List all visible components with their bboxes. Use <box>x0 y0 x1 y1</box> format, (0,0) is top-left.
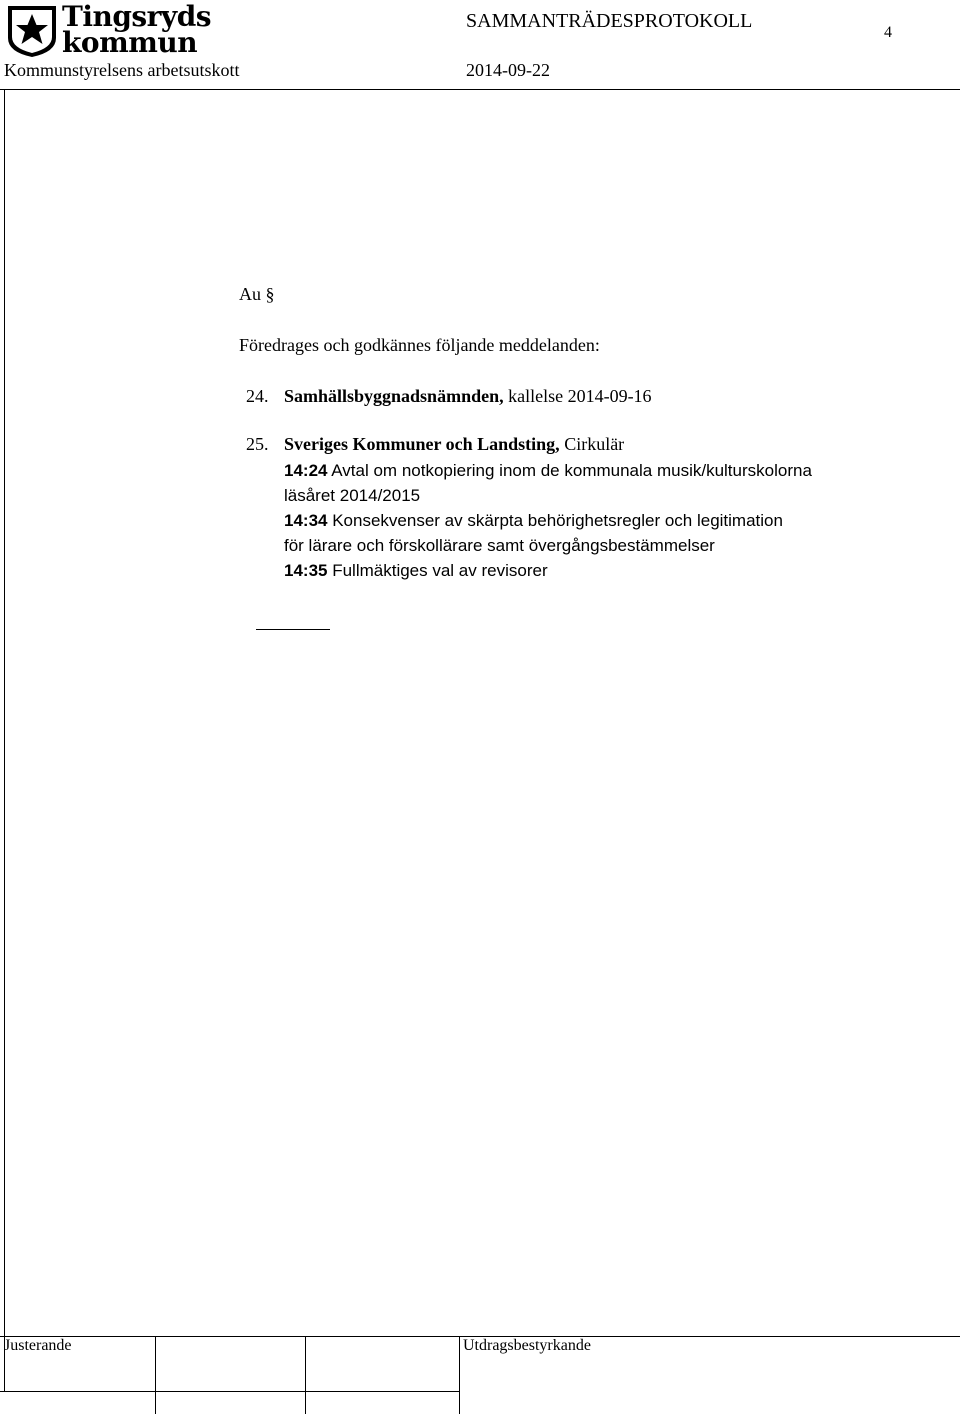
item-sender: Samhällsbyggnadsnämnden, <box>284 386 504 406</box>
signature-box-divider <box>305 1336 306 1414</box>
circular-code: 14:34 <box>284 511 328 530</box>
item-number: 25. <box>246 434 269 454</box>
section-heading: Au § <box>239 284 275 304</box>
document-title: SAMMANTRÄDESPROTOKOLL <box>466 10 753 32</box>
logo-wordmark-line1: Tingsryds <box>62 0 212 33</box>
signature-box-divider <box>459 1336 460 1414</box>
circular-item <box>284 461 812 481</box>
left-margin-line <box>4 89 5 1392</box>
intro-text: Föredrages och godkännes följande meddelanden: <box>239 335 600 355</box>
circular-code: 14:35 <box>284 561 328 580</box>
shield-star-icon <box>6 4 58 58</box>
item-text: kallelse 2014-09-16 <box>503 386 652 406</box>
list-item <box>284 434 624 455</box>
item-number: 24. <box>246 386 269 406</box>
signature-box-divider <box>155 1336 156 1414</box>
list-item <box>284 386 652 407</box>
logo-wordmark-line2: kommun <box>62 26 198 59</box>
meeting-date: 2014-09-22 <box>466 60 550 80</box>
circular-title-continued: för lärare och förskollärare samt övergångsbestämmelser <box>284 536 715 555</box>
header-divider <box>0 89 960 90</box>
circular-item <box>284 511 783 531</box>
item-text: Cirkulär <box>559 434 625 454</box>
signature-box-bottom <box>0 1391 460 1392</box>
item-sender: Sveriges Kommuner och Landsting, <box>284 434 560 454</box>
utdragsbestyrkande-label: Utdragsbestyrkande <box>463 1337 591 1354</box>
circular-title: Konsekvenser av skärpta behörighetsregler och legitimation <box>327 511 783 530</box>
page-number: 4 <box>884 24 892 41</box>
circular-title: Avtal om notkopiering inom de kommunala musik/kulturskolorna <box>327 461 812 480</box>
municipality-logo <box>6 4 58 58</box>
circular-code: 14:24 <box>284 461 328 480</box>
circular-title-continued: läsåret 2014/2015 <box>284 486 421 505</box>
committee-name: Kommunstyrelsens arbetsutskott <box>4 60 240 80</box>
section-end-line <box>256 629 330 630</box>
circular-item <box>284 561 548 581</box>
circular-title: Fullmäktiges val av revisorer <box>327 561 548 580</box>
justerande-label: Justerande <box>4 1337 72 1354</box>
